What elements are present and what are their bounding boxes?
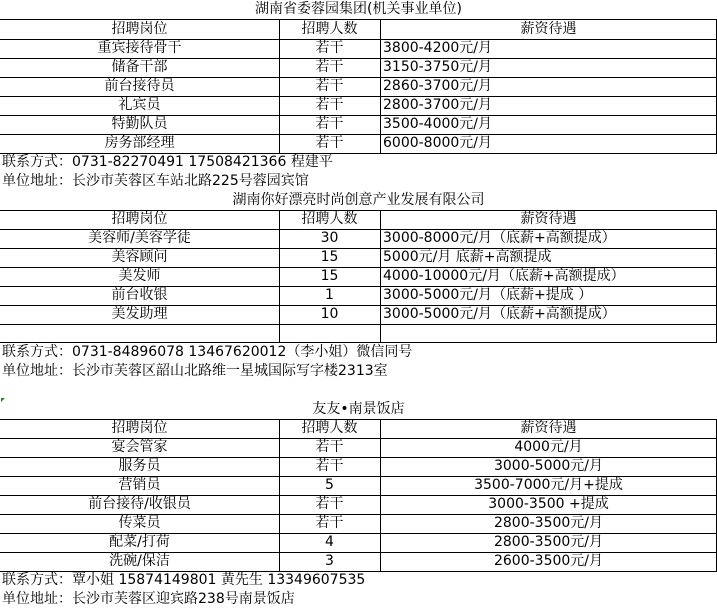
count-cell: 若干 xyxy=(315,439,344,455)
position-cell: 房务部经理 xyxy=(104,135,175,151)
table-row xyxy=(0,552,717,571)
header-position: 招聘岗位 xyxy=(111,420,168,436)
position-cell: 前台接待/收银员 xyxy=(88,496,191,512)
header-count: 招聘人数 xyxy=(301,420,358,436)
position-cell: 礼宾员 xyxy=(118,97,161,113)
position-cell: 美容师/美容学徒 xyxy=(88,230,191,246)
position-cell: 美发助理 xyxy=(111,306,168,322)
position-cell: 美发师 xyxy=(118,268,161,284)
table-row xyxy=(0,438,717,457)
position-cell: 服务员 xyxy=(118,458,161,474)
table-row xyxy=(0,229,717,248)
table-row xyxy=(0,134,717,153)
count-cell: 10 xyxy=(320,306,339,322)
position-cell: 配菜/打荷 xyxy=(109,534,170,550)
count-cell: 30 xyxy=(320,230,339,246)
salary-cell: 3800-4200元/月 xyxy=(383,40,493,56)
section2-header-row xyxy=(0,210,717,229)
position-cell: 特勤队员 xyxy=(111,116,168,132)
section3-title: 友友•南景饭店 xyxy=(312,401,405,417)
position-cell: 前台收银 xyxy=(111,287,168,303)
section1-contact-row xyxy=(0,153,717,172)
table-row xyxy=(0,457,717,476)
table-row xyxy=(0,96,717,115)
position-cell: 营销员 xyxy=(118,477,161,493)
section3-title-row xyxy=(0,400,717,419)
count-cell: 4 xyxy=(325,534,334,550)
table-row xyxy=(0,39,717,58)
column-divider xyxy=(279,419,280,572)
salary-cell: 3000-5000元/月（底薪+高额提成） xyxy=(383,306,616,322)
salary-cell: 2800-3500元/月 xyxy=(493,534,604,550)
section2-address: 单位地址：长沙市芙蓉区韶山北路维一星城国际写字楼2313室 xyxy=(2,363,388,379)
count-cell: 若干 xyxy=(315,116,344,132)
section2-title-row xyxy=(0,191,717,210)
count-cell: 若干 xyxy=(315,135,344,151)
salary-cell: 3000-5000元/月 xyxy=(493,458,604,474)
section3-header-row xyxy=(0,419,717,438)
position-cell xyxy=(0,324,279,343)
table-row xyxy=(0,305,717,324)
count-cell: 若干 xyxy=(315,40,344,56)
salary-cell xyxy=(380,324,717,343)
salary-cell: 4000-10000元/月（底薪+高额提成） xyxy=(383,268,625,284)
count-cell: 15 xyxy=(320,249,339,265)
count-cell: 若干 xyxy=(315,97,344,113)
count-cell: 1 xyxy=(325,287,334,303)
section1-title-row xyxy=(0,0,717,19)
position-cell: 宴会管家 xyxy=(111,439,168,455)
section1-address: 单位地址：长沙市芙蓉区车站北路225号蓉园宾馆 xyxy=(2,173,309,189)
salary-cell: 2800-3700元/月 xyxy=(383,97,493,113)
position-cell: 重宾接待骨干 xyxy=(97,40,182,56)
position-cell: 传菜员 xyxy=(118,515,161,531)
salary-cell: 2600-3500元/月 xyxy=(493,553,604,569)
salary-cell: 5000元/月 底薪+高额提成 xyxy=(383,249,552,265)
header-salary: 薪资待遇 xyxy=(520,211,577,227)
salary-cell: 3000-5000元/月（底薪+提成 ） xyxy=(383,287,593,303)
table-row xyxy=(0,248,717,267)
table-row xyxy=(0,115,717,134)
salary-cell: 3000-8000元/月（底薪+高额提成） xyxy=(383,230,616,246)
salary-cell: 3000-3500 +提成 xyxy=(488,496,609,512)
count-cell: 若干 xyxy=(315,458,344,474)
section1-address-row xyxy=(0,172,717,191)
salary-cell: 3500-4000元/月 xyxy=(383,116,493,132)
salary-cell: 2800-3500元/月 xyxy=(493,515,604,531)
salary-cell: 2860-3700元/月 xyxy=(383,78,493,94)
section3-contact-row xyxy=(0,571,717,590)
salary-cell: 3500-7000元/月+提成 xyxy=(474,477,623,493)
column-divider xyxy=(279,19,280,154)
count-cell: 15 xyxy=(320,268,339,284)
table-row xyxy=(0,58,717,77)
table-row xyxy=(0,267,717,286)
section2-address-row xyxy=(0,362,717,381)
count-cell: 若干 xyxy=(315,515,344,531)
table-row xyxy=(0,514,717,533)
section1-title: 湖南省委蓉园集团(机关事业单位) xyxy=(255,1,462,17)
table-row xyxy=(0,533,717,552)
count-cell: 若干 xyxy=(315,78,344,94)
table-row xyxy=(0,476,717,495)
section3-contact: 联系方式：覃小姐 15874149801 黄先生 13349607535 xyxy=(2,572,366,588)
column-divider xyxy=(380,419,381,572)
table-row xyxy=(0,495,717,514)
position-cell: 前台接待员 xyxy=(104,78,175,94)
salary-cell: 6000-8000元/月 xyxy=(383,135,493,151)
section1-contact: 联系方式：0731-82270491 17508421366 程建平 xyxy=(2,154,333,170)
column-divider xyxy=(279,210,280,343)
count-cell: 若干 xyxy=(315,59,344,75)
column-divider xyxy=(380,19,381,154)
position-cell: 美容顾问 xyxy=(111,249,168,265)
header-position: 招聘岗位 xyxy=(111,211,168,227)
count-cell: 5 xyxy=(325,477,334,493)
table-row xyxy=(0,77,717,96)
salary-cell: 4000元/月 xyxy=(514,439,583,455)
section2-contact: 联系方式：0731-84896078 13467620012（李小姐）微信同号 xyxy=(2,344,413,360)
table-row xyxy=(0,286,717,305)
section3-address-row xyxy=(0,590,717,609)
column-divider xyxy=(380,210,381,343)
section2-title: 湖南你好漂亮时尚创意产业发展有限公司 xyxy=(232,192,485,208)
count-cell: 若干 xyxy=(315,496,344,512)
header-position: 招聘岗位 xyxy=(111,21,168,37)
position-cell: 洗碗/保洁 xyxy=(109,553,170,569)
table-row xyxy=(0,324,717,343)
salary-cell: 3150-3750元/月 xyxy=(383,59,493,75)
header-count: 招聘人数 xyxy=(301,21,358,37)
section3-address: 单位地址：长沙市芙蓉区迎宾路238号南景饭店 xyxy=(2,591,295,607)
section2-contact-row xyxy=(0,343,717,362)
header-salary: 薪资待遇 xyxy=(520,21,577,37)
position-cell: 储备干部 xyxy=(111,59,168,75)
section1-header-row xyxy=(0,20,717,39)
count-cell: 3 xyxy=(325,553,334,569)
header-count: 招聘人数 xyxy=(301,211,358,227)
count-cell xyxy=(279,324,380,343)
header-salary: 薪资待遇 xyxy=(520,420,577,436)
